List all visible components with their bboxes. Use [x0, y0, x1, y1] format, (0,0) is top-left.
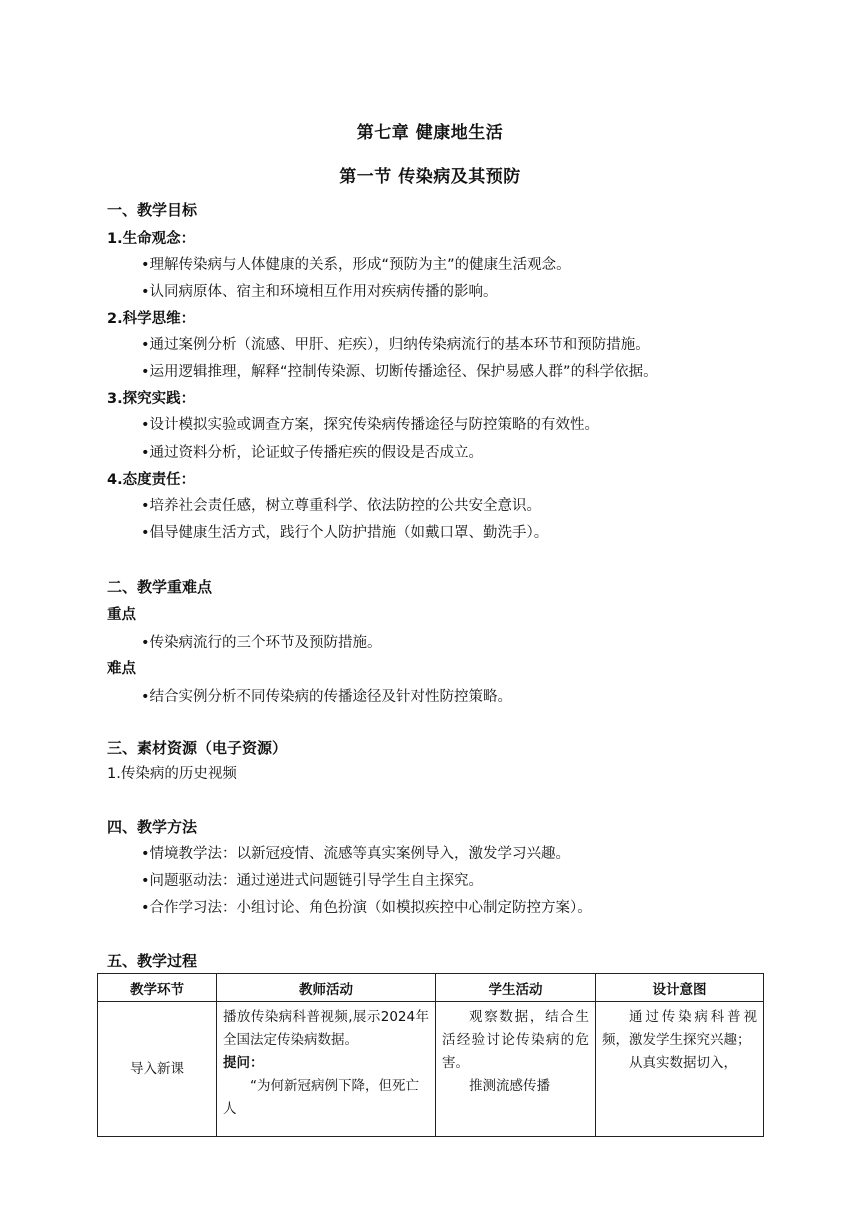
method-item: •问题驱动法：通过递进式问题链引导学生自主探究。	[141, 873, 484, 889]
difficulty-item: •结合实例分析不同传染病的传播途径及针对性防控策略。	[141, 689, 513, 705]
process-heading: 五、教学过程	[107, 952, 198, 970]
design-intent-cell	[596, 1002, 764, 1137]
method-item: •合作学习法：小组讨论、角色扮演（如模拟疾控中心制定防控方案）。	[141, 900, 592, 916]
design-intent-text: 从真实数据切入，	[629, 1055, 737, 1071]
table-header-row	[98, 974, 764, 1002]
chapter-title: 第七章 健康地生活	[356, 123, 504, 143]
student-activity-text: 观察数据，结合生活经验讨论传染病的危害。	[442, 1009, 589, 1071]
goal-group-label: 4.态度责任：	[107, 472, 196, 488]
goal-group-label: 2.科学思维：	[107, 311, 196, 327]
goals-heading: 一、教学目标	[107, 201, 198, 219]
teacher-activity-text: 播放传染病科普视频,展示2024年全国法定传染病数据。	[223, 1009, 429, 1048]
goal-item: •培养社会责任感，树立尊重科学、依法防控的公共安全意识。	[141, 498, 542, 514]
design-intent-text: 通过传染病科普视频，激发学生探究兴趣；	[602, 1009, 757, 1048]
goal-group-label: 3.探究实践：	[107, 391, 196, 407]
goal-item: •通过资料分析，论证蚊子传播疟疾的假设是否成立。	[141, 445, 484, 461]
section-title: 第一节 传染病及其预防	[339, 167, 521, 187]
goal-item: •通过案例分析（流感、甲肝、疟疾），归纳传染病流行的基本环节和预防措施。	[141, 337, 650, 353]
difficulty-label: 难点	[107, 661, 136, 677]
student-activity-cell	[436, 1002, 596, 1137]
resources-heading: 三、素材资源（电子资源）	[107, 739, 288, 757]
stage-cell: 导入新课	[98, 1002, 217, 1137]
column-header: 教学环节	[98, 974, 217, 1002]
question-label: 提问：	[223, 1055, 264, 1071]
goal-item: •理解传染病与人体健康的关系，形成“预防为主”的健康生活观念。	[141, 257, 571, 273]
column-header: 教师活动	[217, 974, 436, 1002]
focus-label: 重点	[107, 607, 136, 623]
goal-item: •运用逻辑推理，解释“控制传染源、切断传播途径、保护易感人群”的科学依据。	[141, 364, 658, 380]
student-activity-text: 推测流感传播	[469, 1078, 550, 1094]
teacher-question-text: “为何新冠病例下降，但死亡人	[223, 1078, 419, 1117]
column-header: 学生活动	[436, 974, 596, 1002]
process-table	[97, 973, 764, 1137]
methods-heading: 四、教学方法	[107, 818, 198, 836]
resource-item: 1.传染病的历史视频	[107, 766, 237, 782]
column-header: 设计意图	[596, 974, 764, 1002]
goal-item: •倡导健康生活方式，践行个人防护措施（如戴口罩、勤洗手）。	[141, 525, 549, 541]
goal-item: •设计模拟实验或调查方案，探究传染病传播途径与防控策略的有效性。	[141, 417, 600, 433]
key-points-heading: 二、教学重难点	[107, 578, 213, 596]
goal-group-label: 1.生命观念：	[107, 231, 196, 247]
focus-item: •传染病流行的三个环节及预防措施。	[141, 635, 382, 651]
table-row	[98, 1002, 764, 1137]
method-item: •情境教学法：以新冠疫情、流感等真实案例导入，激发学习兴趣。	[141, 846, 571, 862]
goal-item: •认同病原体、宿主和环境相互作用对疾病传播的影响。	[141, 284, 498, 300]
teacher-activity-cell	[217, 1002, 436, 1137]
